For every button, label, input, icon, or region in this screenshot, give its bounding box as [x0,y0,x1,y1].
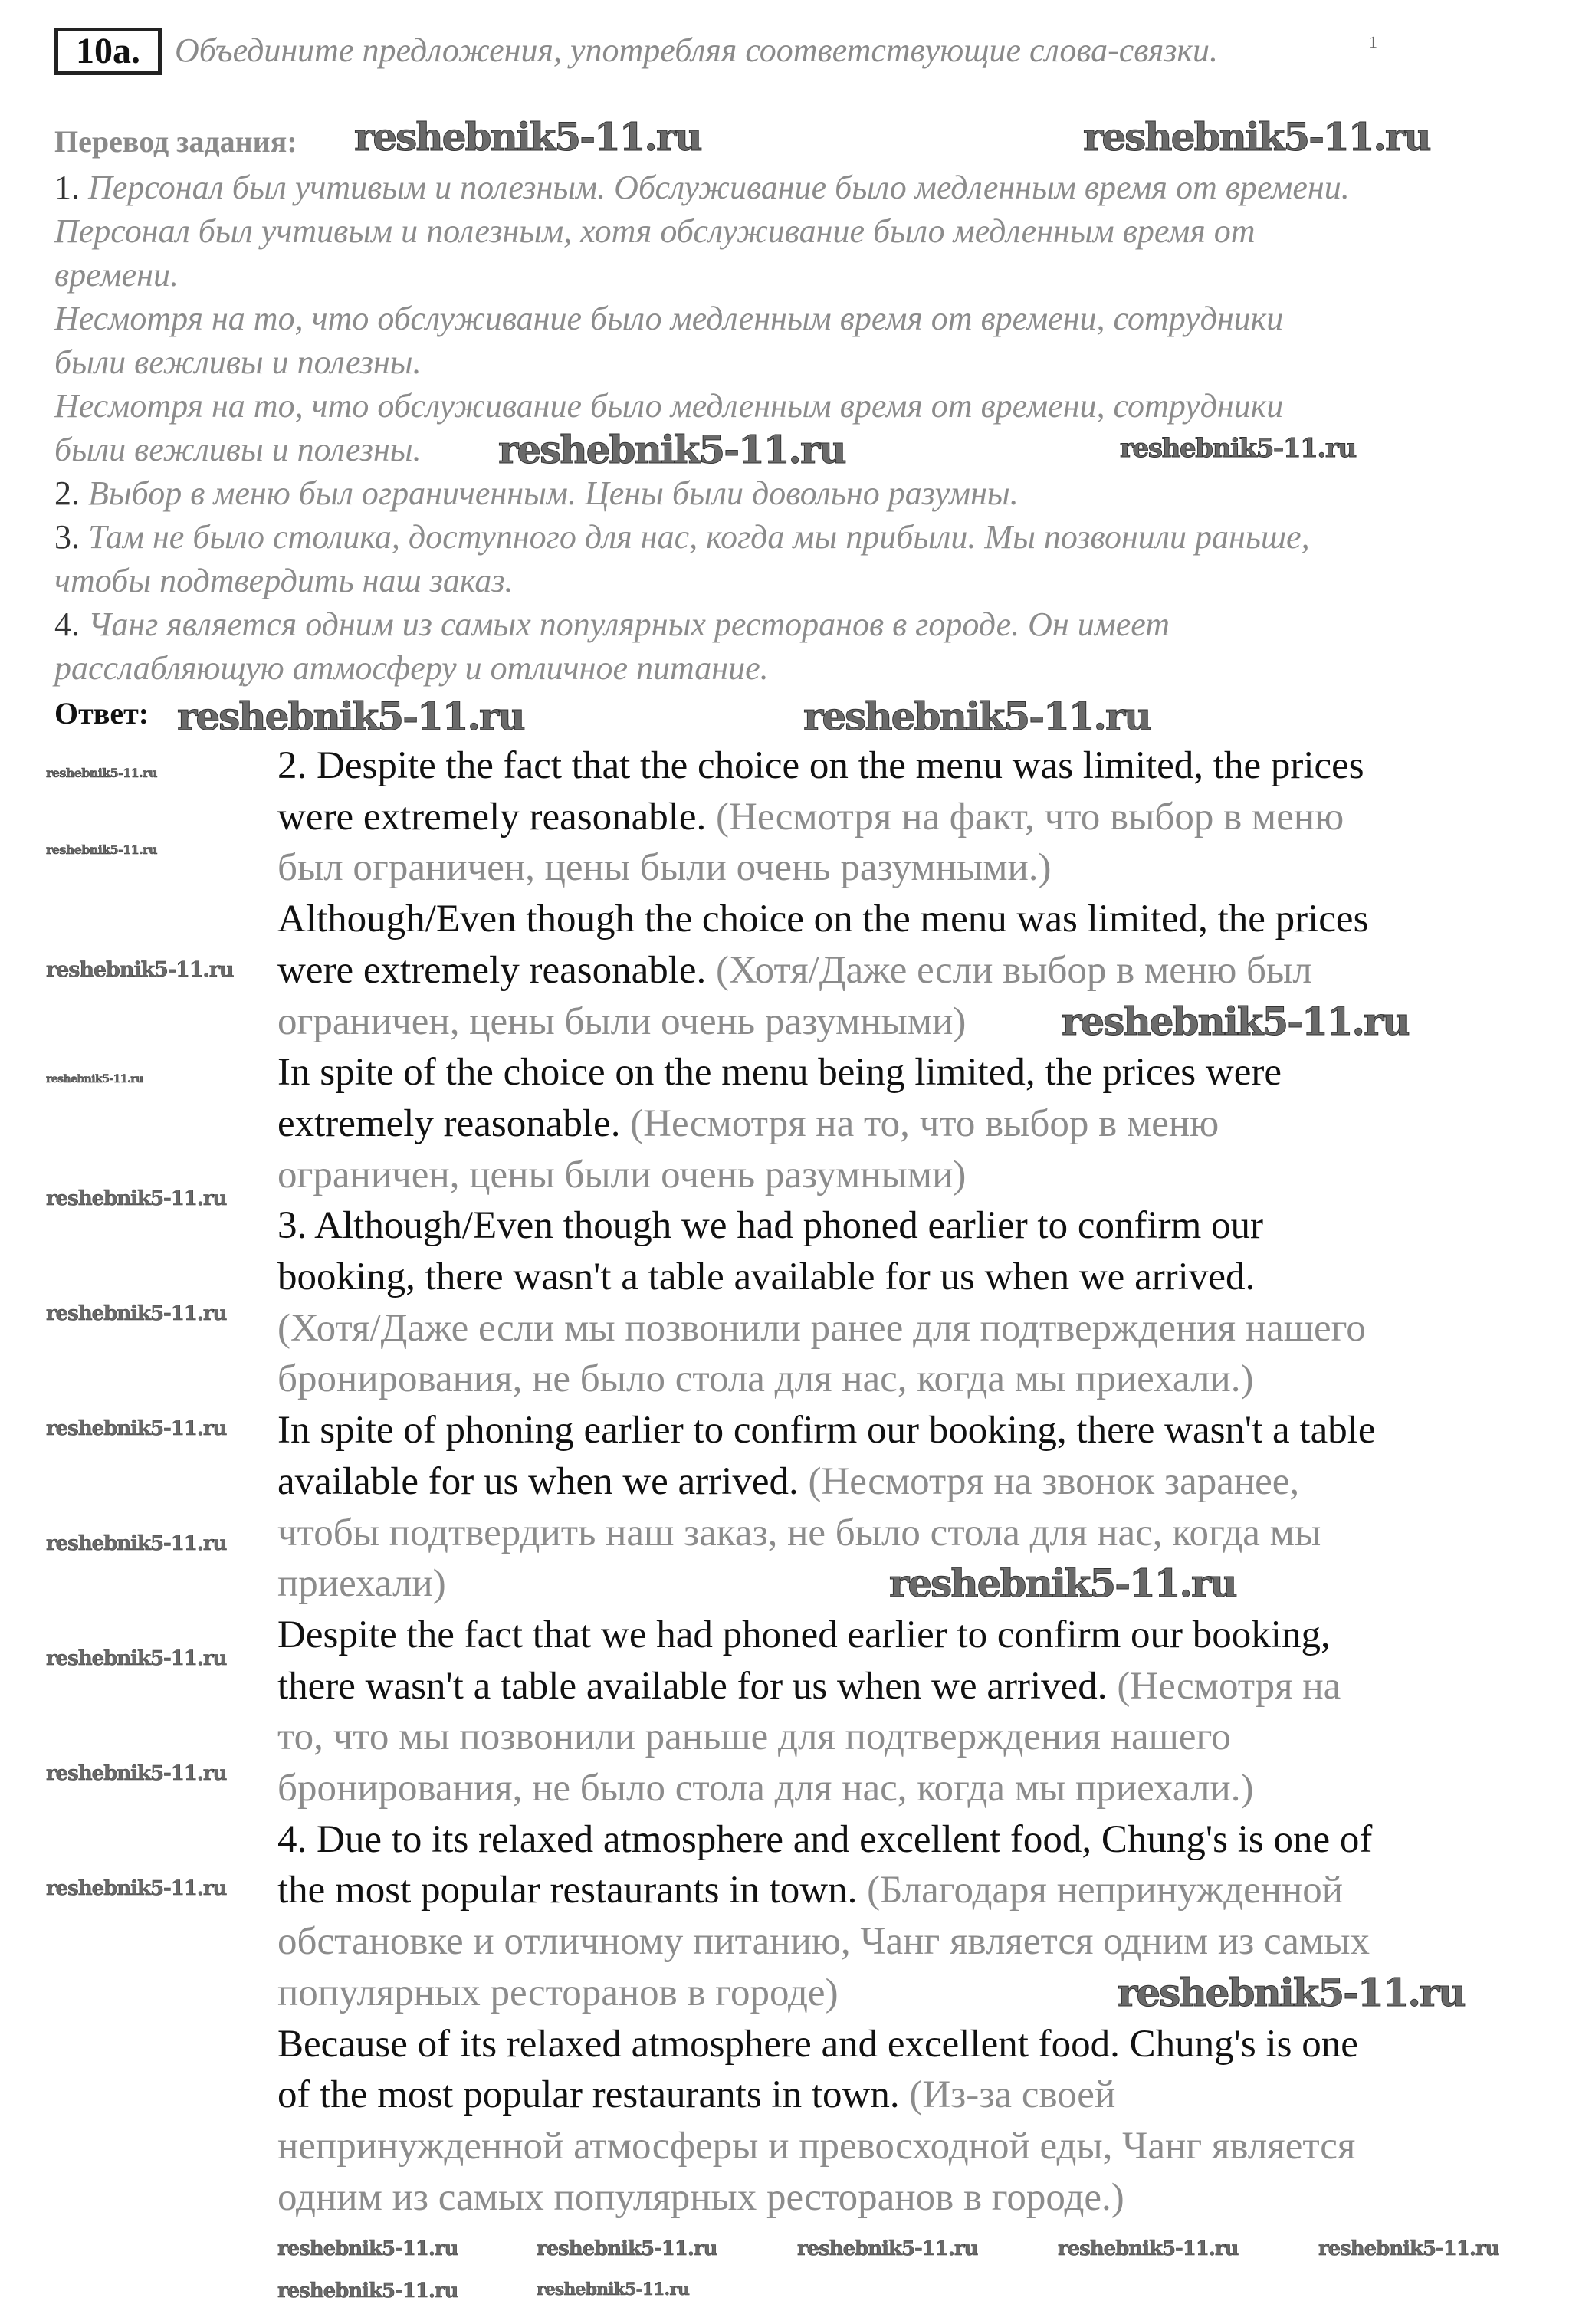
translation-line [54,253,179,297]
russian-translation-text: ограничен, цены были очень разумными) [277,1153,967,1196]
answer-line [277,1456,1299,1508]
answer-line [277,1865,1343,1916]
task-number-box [54,28,162,75]
watermark-text: reshebnik5-11.ru [803,694,1151,739]
watermark-text: reshebnik5-11.ru [46,1647,227,1670]
answer-line [277,1200,1263,1252]
answer-line [277,1814,1372,1866]
translation-text: времени. [54,256,179,294]
translation-text: Выбор в меню был ограниченным. Цены были довольно разумны. [80,474,1019,512]
watermark-text: reshebnik5-11.ru [46,1877,227,1900]
watermark-text: reshebnik5-11.ru [277,2237,458,2260]
watermark-text: reshebnik5-11.ru [177,694,524,739]
russian-translation-text: популярных ресторанов в городе) [277,1971,839,2014]
answer-line [277,1661,1341,1712]
answer-line [277,1558,446,1610]
answer-line [277,1150,966,1201]
answer-line [277,2070,1115,2121]
translation-text: Несмотря на то, что обслуживание было медленным время от времени, сотрудники [54,300,1284,337]
translation-line [54,602,1170,646]
answer-line [277,2172,1124,2224]
translation-line [54,515,1310,559]
item-number: 1. [54,169,80,206]
translation-text: Несмотря на то, что обслуживание было медленным время от времени, сотрудники [54,387,1284,425]
translation-line [54,471,1019,515]
russian-translation-text: был ограничен, цены были очень разумными.) [277,846,1052,890]
watermark-text: reshebnik5-11.ru [797,2237,978,2260]
russian-translation-text: бронирования, не было стола для нас, когда мы приехали.) [277,1767,1254,1810]
watermark-text: reshebnik5-11.ru [46,1417,227,1440]
watermark-text: reshebnik5-11.ru [537,2280,690,2299]
watermark-text: reshebnik5-11.ru [354,114,701,159]
answer-line [277,1610,1331,1661]
russian-translation-text: обстановке и отличному питанию, Чанг является одним из самых [277,1920,1370,1964]
english-answer-text: Because of its relaxed atmosphere and excellent food. Chung's is one [277,2022,1358,2066]
watermark-text: reshebnik5-11.ru [498,427,845,472]
answer-line [277,792,1344,843]
english-answer-text: were extremely reasonable. [277,948,707,992]
translation-line [54,428,422,471]
russian-translation-text: приехали) [277,1562,446,1606]
translation-line [54,209,1256,253]
item-number: 2. [54,474,80,512]
footnote-mark: 1 [1369,32,1377,51]
russian-translation-text: (Несмотря на звонок заранее, [798,1459,1300,1503]
watermark-text: reshebnik5-11.ru [46,1762,227,1785]
watermark-text: reshebnik5-11.ru [46,842,157,857]
watermark-text: reshebnik5-11.ru [46,1532,227,1555]
translation-text: чтобы подтвердить наш заказ. [54,562,514,599]
english-answer-text: of the most popular restaurants in town. [277,2073,900,2117]
answer-line [277,1968,839,2019]
russian-translation-text: то, что мы позвонили раньше для подтверждения нашего [277,1715,1231,1759]
watermark-text: reshebnik5-11.ru [889,1561,1236,1606]
watermark-text: reshebnik5-11.ru [1058,2237,1239,2260]
answer-line [277,1303,1366,1354]
english-answer-text: Although/Even though the choice on the menu was limited, the prices [277,898,1369,941]
english-answer-text: extremely reasonable. [277,1101,621,1145]
answer-line [277,1098,1219,1150]
english-answer-text: In spite of phoning earlier to confirm our booking, there wasn't a table [277,1409,1376,1452]
translation-text: Чанг является одним из самых популярных ресторанов в городе. Он имеет [80,606,1170,643]
translation-line [54,340,422,384]
item-number: 4. [54,606,80,643]
russian-translation-text: (Хотя/Даже если мы позвонили ранее для подтверждения нашего [277,1306,1366,1350]
answer-line [277,2019,1358,2070]
translation-line [54,559,514,602]
english-answer-text: 2. Despite the fact that the choice on the menu was limited, the prices [277,744,1364,787]
russian-translation-text: (Несмотря на факт, что выбор в меню [706,795,1344,839]
answer-line [277,894,1368,945]
answer-line [277,1354,1253,1405]
watermark-text: reshebnik5-11.ru [1120,433,1356,464]
russian-translation-text: одним из самых популярных ресторанов в городе.) [277,2175,1124,2219]
watermark-text: reshebnik5-11.ru [1318,2237,1499,2260]
english-answer-text: booking, there wasn't a table available for us when we arrived. [277,1256,1256,1298]
english-answer-text: the most popular restaurants in town. [277,1869,858,1912]
russian-translation-text: (Несмотря на [1107,1664,1341,1708]
watermark-text: reshebnik5-11.ru [537,2237,717,2260]
answer-line [277,1508,1321,1559]
translation-text: Персонал был учтивым и полезным, хотя обслуживание было медленным время от [54,212,1256,250]
answer-line [277,1405,1376,1456]
watermark-text: reshebnik5-11.ru [1062,999,1409,1044]
translation-text: были вежливы и полезны. [54,343,422,381]
answer-line [277,1763,1253,1814]
watermark-text: reshebnik5-11.ru [1083,114,1430,159]
english-answer-text: 3. Although/Even though we had phoned earlier to confirm our [277,1204,1264,1248]
answer-line [277,842,1052,894]
russian-translation-text: (Хотя/Даже если выбор в меню был [706,948,1312,992]
english-answer-text: 4. Due to its relaxed atmosphere and excellent food, Chung's is one of [277,1817,1373,1861]
translation-text: расслабляющую атмосферу и отличное питание. [54,649,769,687]
watermark-text: reshebnik5-11.ru [46,958,234,982]
answer-line [277,1916,1370,1968]
item-number: 3. [54,518,80,556]
translation-line [54,646,769,690]
answer-heading: Ответ: [54,696,149,730]
answer-line [277,740,1364,792]
english-answer-text: there wasn't a table available for us when we arrived. [277,1664,1108,1708]
translation-line [54,297,1283,340]
watermark-text: reshebnik5-11.ru [46,1187,227,1210]
translation-text: Персонал был учтивым и полезным. Обслуживание было медленным время от времени. [80,169,1350,206]
watermark-text: reshebnik5-11.ru [1118,1970,1465,2015]
translation-text: были вежливы и полезны. [54,431,422,468]
translation-line [54,384,1283,428]
russian-translation-text: (Благодаря непринужденной [857,1869,1344,1912]
russian-translation-text: (Из-за своей [899,2073,1116,2117]
answer-line [277,1252,1255,1303]
english-answer-text: were extremely reasonable. [277,795,707,839]
translation-heading: Перевод задания: [54,124,297,159]
watermark-text: reshebnik5-11.ru [277,2280,458,2303]
task-instruction: Объедините предложения, употребляя соответствующие слова-связки. [175,31,1219,69]
russian-translation-text: (Несмотря на то, что выбор в меню [620,1101,1219,1145]
russian-translation-text: чтобы подтвердить наш заказ, не было стола для нас, когда мы [277,1511,1321,1554]
task-number: 10a. [76,31,140,71]
russian-translation-text: непринужденной атмосферы и превосходной еды, Чанг является [277,2124,1356,2168]
answer-line [277,2121,1355,2172]
russian-translation-text: бронирования, не было стола для нас, когда мы приехали.) [277,1357,1254,1401]
watermark-text: reshebnik5-11.ru [46,1073,143,1085]
answer-line [277,1047,1282,1098]
russian-translation-text: ограничен, цены были очень разумными) [277,1000,967,1043]
answer-line [277,1712,1231,1763]
translation-text: Там не было столика, доступного для нас, когда мы прибыли. Мы позвонили раньше, [80,518,1310,556]
watermark-text: reshebnik5-11.ru [46,766,157,780]
english-answer-text: In spite of the choice on the menu being limited, the prices were [277,1051,1282,1095]
answer-line [277,945,1312,996]
watermark-text: reshebnik5-11.ru [46,1302,227,1325]
translation-line [54,166,1350,209]
answer-line [277,996,966,1048]
english-answer-text: Despite the fact that we had phoned earlier to confirm our booking, [277,1613,1331,1656]
english-answer-text: available for us when we arrived. [277,1459,799,1503]
